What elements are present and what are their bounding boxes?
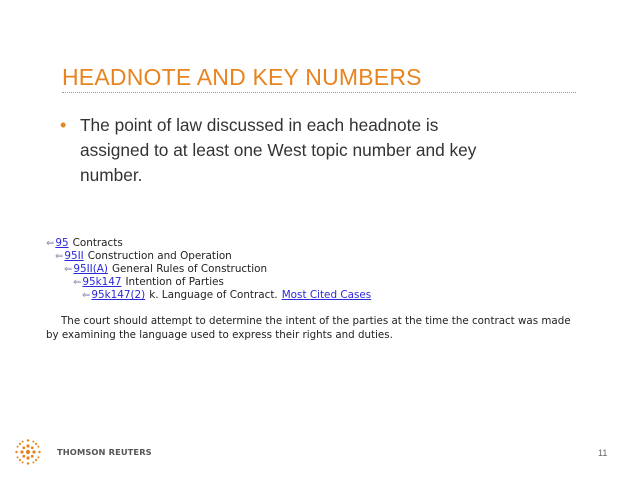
bullet-line: number.: [80, 165, 143, 185]
most-cited-cases-link[interactable]: Most Cited Cases: [281, 289, 372, 301]
key-number-label: Construction and Operation: [87, 250, 232, 262]
key-number-link[interactable]: 95k147: [82, 276, 122, 288]
key-number-label: k. Language of Contract.: [149, 289, 278, 301]
bullet-item: [60, 113, 580, 188]
arrow-left-icon: ⇐: [64, 264, 73, 275]
arrow-left-icon: ⇐: [82, 290, 91, 301]
slide-title: HEADNOTE AND KEY NUMBERS: [62, 64, 422, 90]
headnote-paragraph-line: The court should attempt to determine the intent of the parties at the time the contract was made: [61, 315, 571, 327]
key-number-row: [46, 237, 123, 250]
bullet-icon: •: [60, 115, 67, 135]
bullet-text: [80, 113, 476, 188]
key-number-label: Contracts: [72, 237, 123, 249]
page-number: 11: [598, 448, 608, 458]
title-divider: [62, 92, 576, 93]
bullet-line: assigned to at least one West topic number and key: [80, 140, 477, 160]
key-number-row: [64, 263, 267, 276]
headnote-paragraph-line: by examining the language used to express their rights and duties.: [46, 329, 393, 341]
key-number-label: Intention of Parties: [125, 276, 224, 288]
key-number-link[interactable]: 95II(A): [73, 263, 108, 275]
arrow-left-icon: ⇐: [73, 277, 82, 288]
brand-name: THOMSON REUTERS: [57, 447, 152, 457]
key-number-link[interactable]: 95k147(2): [91, 289, 146, 301]
key-number-link[interactable]: 95II: [64, 250, 84, 262]
arrow-left-icon: ⇐: [46, 238, 55, 249]
arrow-left-icon: ⇐: [55, 251, 64, 262]
bullet-line: The point of law discussed in each headnote is: [80, 115, 439, 135]
key-number-label: General Rules of Construction: [111, 263, 268, 275]
key-number-row: [55, 250, 232, 263]
key-number-row: [82, 289, 371, 302]
key-number-row: [73, 276, 224, 289]
thomson-reuters-logo-icon: [13, 437, 43, 467]
key-number-link[interactable]: 95: [55, 237, 69, 249]
